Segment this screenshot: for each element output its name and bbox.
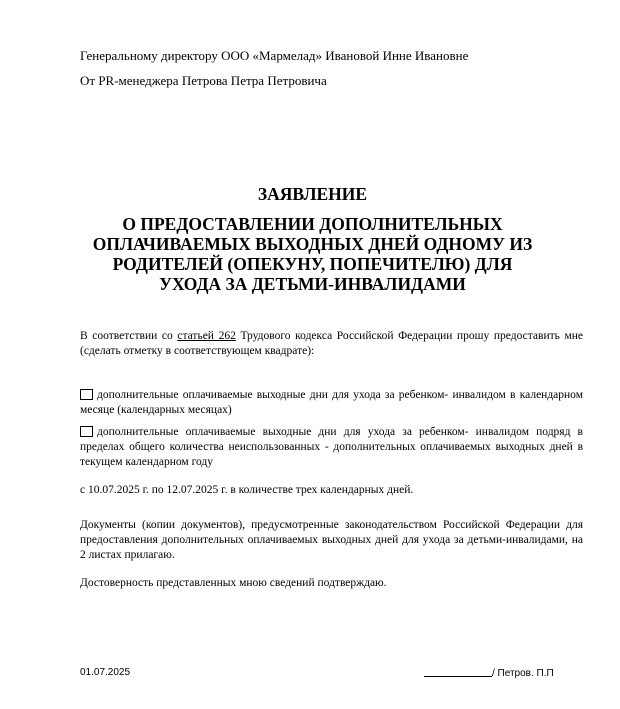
title-line: РОДИТЕЛЕЙ (ОПЕКУНУ, ПОПЕЧИТЕЛЮ) ДЛЯ <box>112 254 513 274</box>
confirmation-line: Достоверность представленных мною сведений подтверждаю. <box>80 577 387 589</box>
signature-block <box>424 666 554 681</box>
title-line: УХОДА ЗА ДЕТЬМИ-ИНВАЛИДАМИ <box>159 274 466 294</box>
option-1-text: дополнительные оплачиваемые выходные дни для ухода за ребенком- инвалидом в календарном месяце (календарных месяцах) <box>80 389 583 416</box>
signature-line <box>424 666 492 677</box>
option-1-checkbox[interactable] <box>80 389 93 400</box>
title-main: ЗАЯВЛЕНИЕ <box>257 184 368 204</box>
signature-date: 01.07.2025 <box>80 667 131 678</box>
period-line: с 10.07.2025 г. по 12.07.2025 г. в количестве трех календарных дней. <box>80 484 414 496</box>
option-2 <box>80 425 583 470</box>
sender-line: От PR-менеджера Петрова Петра Петровича <box>80 73 327 88</box>
intro-text-start: В соответствии со <box>80 330 178 342</box>
addressee-line: Генеральному директору ООО «Мармелад» Ивановой Инне Ивановне <box>80 48 469 63</box>
signature-name: / Петров. П.П <box>492 668 554 679</box>
documents-paragraph: Документы (копии документов), предусмотренные законодательством Российской Федерации для предоставления дополнительных оплачиваемых выходных дней для ухода за детьми-инвалидами, на 2 листах прилагаю. <box>80 519 583 561</box>
title-line: ОПЛАЧИВАЕМЫХ ВЫХОДНЫХ ДНЕЙ ОДНОМУ ИЗ <box>92 234 533 254</box>
intro-text-end: Трудового кодекса Российской Федерации прошу предоставить мне (сделать отметку в соответствующем квадрате): <box>80 330 584 357</box>
option-2-text: дополнительные оплачиваемые выходные дни для ухода за ребенком- инвалидом подряд в пределах общего количества неиспользованных - дополнительных оплачиваемых выходных дней в текущем календарном году <box>80 426 583 468</box>
option-1 <box>80 388 583 418</box>
option-2-checkbox[interactable] <box>80 426 93 437</box>
article-link[interactable]: статьей 262 <box>177 330 236 342</box>
intro-paragraph <box>80 329 583 359</box>
document-title <box>60 184 565 294</box>
title-line: О ПРЕДОСТАВЛЕНИИ ДОПОЛНИТЕЛЬНЫХ <box>122 214 503 234</box>
